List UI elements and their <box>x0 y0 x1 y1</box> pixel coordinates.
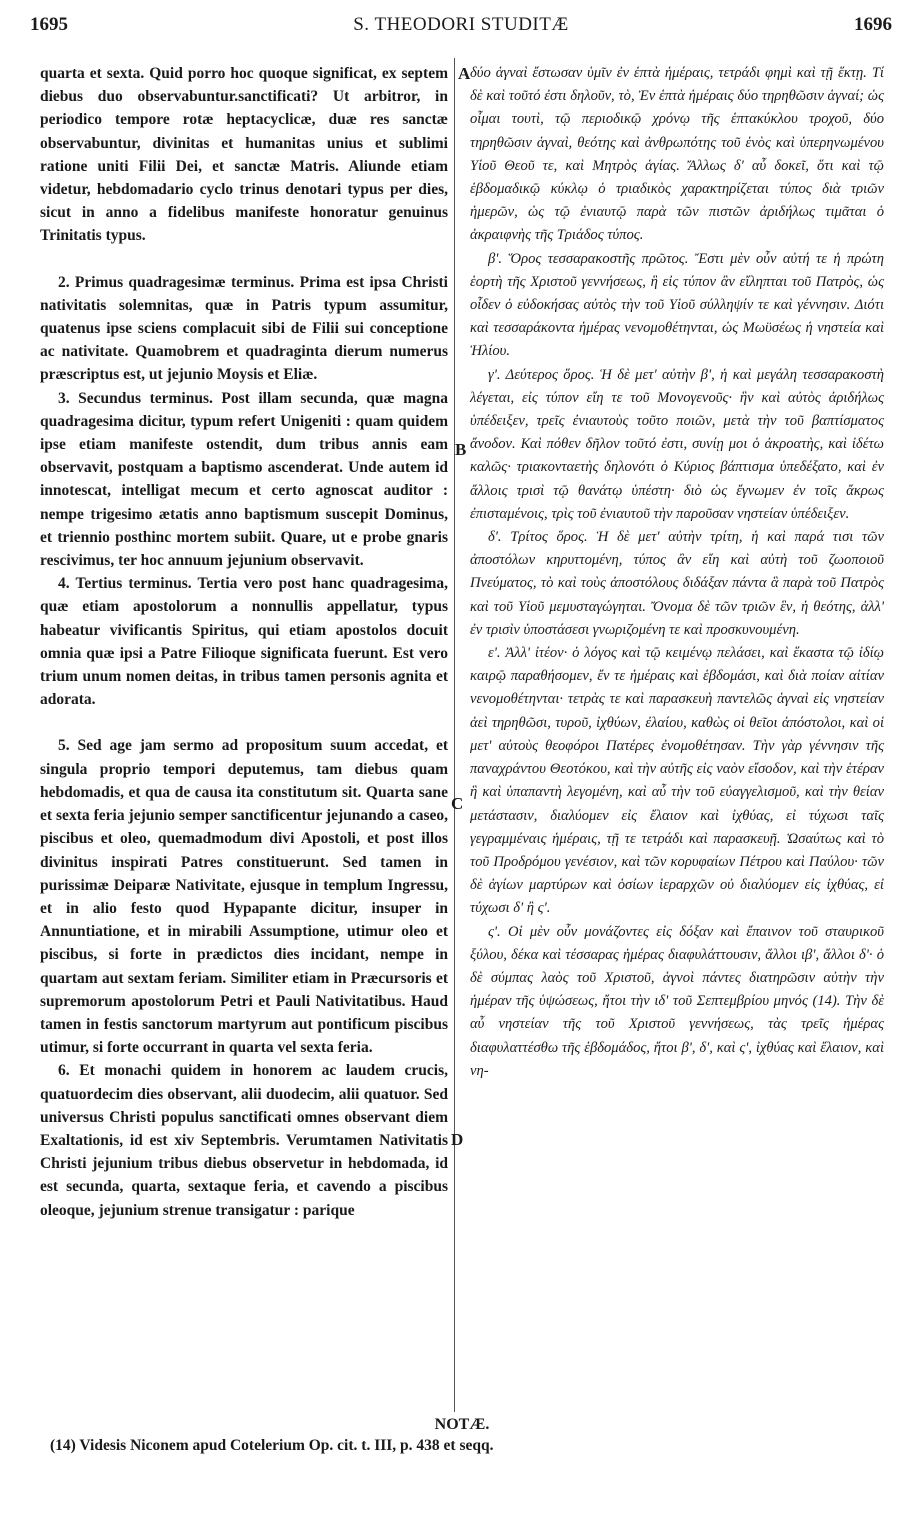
running-title: S. THEODORI STUDITÆ <box>353 14 569 35</box>
latin-paragraph-5: 5. Sed age jam sermo ad propositum suum accedat, et singula proprio tempori deputemus, tam diebus quam hebdomadis, et qua de causa ita constitutum sit. Quarta sane et sexta feria jejunio semper sanctificentur jejunando a caseo, piscibus et oleo, quemadmodum divi Apostoli, et post illos divinitus inspirati Patres constituerunt. Sed tamen in purissimæ Deiparæ Nativitate, ejusque in templum Ingressu, et in alio festo quod Hypapante dicitur, insuper in Annuntiatione, et in mirabili Assumptione, utimur oleo et piscibus, si forte in prædictos dies incidant, nempe in quartam aut sextam feriam. Similiter etiam in Præcursoris et supremorum apostolorum Petri et Pauli Nativitatibus. Haud tamen in festis sanctorum martyrum aut pontificum piscibus utimur, si forte occurrant in quarta vel sexta feria. <box>40 737 448 1057</box>
page-number-right: 1696 <box>854 14 892 35</box>
greek-paragraph-6: ς'. Οἱ μὲν οὖν μονάζοντες εἰς δόξαν καὶ ἔπαινον τοῦ σταυρικοῦ ξύλου, δέκα καὶ τέσσαρας ἡμέρας διαφυλάττουσιν, ἄλλοι ιβ', ἄλλοι δ'· ὁ δὲ σύμπας λαὸς τοῦ Χριστοῦ, ἁγνοὶ πάντες διατηρῶσιν αὐτὴν τὴν ἡμέραν τῆς ὑψώσεως, ἤτοι τὴν ιδ' τοῦ Σεπτεμβρίου μηνός (14). Τὴν δὲ αὖ νηστείαν τῆς τοῦ Χριστοῦ γεννήσεως, τὰς τρεῖς ἡμέρας διαφυλαττέσθω τῆς ἑβδομάδος, ἤτοι β', δ', καὶ ς', ἰχθύας καὶ ἔλαιον, καὶ νη- <box>470 923 884 1079</box>
latin-text-2: Prima est ipsa Christi nativitatis solemnitas, quæ in Patris typum assumitur, quatenus ipse sciens complacuit sibi de Filii sui conceptione ac nativitate. Quamobrem et quadraginta dierum numerus præscriptus est, ut jejunio Moysis et Eliæ. <box>40 273 448 384</box>
latin-text-3: Post illam secunda, quæ magna quadragesima dicitur, typum refert Unigeniti : quam quidem ipse etiam manifeste ostendit, dum tribus annis eam observavit, postquam a baptismo ascenderat. Unde autem id innotescat, intelligat mecum et certo agnoscat auditor : nempe trigesimo ætatis anno baptismum suscepit Dominus, et triennio posthinc mortem subiit. Quare, ut e probe gnaris rescivimus, ter hoc annuum jejunium observavit. <box>40 389 448 570</box>
page-header <box>30 6 892 46</box>
latin-paragraph-6: 6. Et monachi quidem in honorem ac laudem crucis, quatuordecim dies observant, alii duodecim, alii quatuor. Sed universus Christi populus sanctificati omnes observant diem Exaltationis, id est xiv Septembris. Verumtamen Nativitatis Christi jejunium tribus diebus observetur in hebdomada, id est secunda, quarta, sextaque feria, et cavendo a piscibus oleoque, jejunium strenue transigatur : parique <box>40 1062 448 1219</box>
greek-paragraph-3: γ'. Δεύτερος ὅρος. Ἡ δὲ μετ' αὐτὴν β', ἡ καὶ μεγάλη τεσσαρακοστὴ λέγεται, εἰς τύπον εἴη τε τοῦ Μονογενοῦς· ἣν καὶ αὐτὸς ἀριδήλως ὑπέδειξεν, τρεῖς ἐνιαυτοὺς τοῦτο ποιῶν, μετὰ τὴν τοῦ βαπτίσματος ἄνοδον. Καὶ πόθεν δῆλον τοῦτό ἐστι, συνίῃ μοι ὁ ἀκροατὴς, καὶ ἰδέτω καλῶς· τριακονταετὴς δηλονότι ὁ Κύριος βάπτισμα ὑπεδέξατο, καὶ ἐν ἄλλοις τρισὶ τῷ θανάτῳ ὑπέστη· διὸ ὡς ἔγνωμεν ἐν τοῖς ἄκρως ἐπισταμένοις, τρὶς τοῦ ἐνιαυτοῦ τὴν παροῦσαν νηστείαν ὑπέδειξεν. <box>470 366 884 522</box>
latin-heading-4: 4. Tertius terminus. <box>58 575 192 593</box>
latin-paragraph-1: quarta et sexta. Quid porro hoc quoque significat, ex septem diebus duo observabuntur.sanctificati? Ut arbitror, in periodico tempore rotæ heptacyclicæ, duæ res sanctæ observabuntur, divinitas et humanitas unius et sublimi ratione uniti Filii Dei, et sanctæ Matris. Aliunde etiam videtur, hebdomadario cyclo trinus denotari typus per dies, sicut in anno a fidelibus manifeste honoratur genuinus Trinitatis typus. <box>40 65 448 245</box>
latin-heading-3: 3. Secundus terminus. <box>58 389 213 407</box>
latin-paragraph-4 <box>40 572 448 711</box>
latin-column <box>40 62 448 1222</box>
greek-column <box>470 62 884 1083</box>
greek-paragraph-2: β'. Ὅρος τεσσαρακοστῆς πρῶτος. Ἔστι μὲν οὖν αὐτή τε ἡ πρώτη ἑορτὴ τῆς Χριστοῦ γεννήσεως, ἣ εἰς τύπον ἂν εἴληπται τοῦ Πατρὸς, ὡς οἶδεν ὁ εὐδοκήσας αὐτὸς τὴν τοῦ Υἱοῦ σύλληψίν τε καὶ γέννησιν. Διότι καὶ τεσσαράκοντα ἡμέρας νενομοθέτηνται, ὡς Μωϋσέως ἡ νηστεία καὶ Ἠλίου. <box>470 250 884 360</box>
greek-paragraph-5: ε'. Ἀλλ' ἰτέον· ὁ λόγος καὶ τῷ κειμένῳ πελάσει, καὶ ἕκαστα τῷ ἰδίῳ καιρῷ παραθήσομεν, ἔν τε ἡμέραις καὶ ἑβδομάσι, καὶ διὰ ποίαν αἰτίαν νενομοθέτηνται· τετρὰς τε καὶ παρασκευὴ παντελῶς ἁγναὶ εἰς νηστείαν ἀεὶ τηρηθῶσι, τυροῦ, ἰχθύων, ἐλαίου, καθὼς οἱ θεῖοι ἀπόστολοι, καὶ οἱ μετ' αὐτοὺς θεοφόροι Πατέρες ἐνομοθέτησαν. Τὴν γὰρ γέννησιν τῆς παναχράντου Θεοτόκου, καὶ τὴν αὐτῆς εἰς ναὸν εἴσοδον, καὶ τὴν ἑτέραν ἣ καὶ ὑπαπαντὴ λεγομένη, καὶ αὖ τὴν τοῦ εὐαγγελισμοῦ, καὶ τὴν θείαν μετάστασιν, διαλύομεν εἰς ἔλαιον καὶ ἰχθύας, εἰ τύχωσι ταῖς γεγραμμέναις ἡμέραις, τῇ τε τετράδι καὶ παρασκευῇ. Ὡσαύτως καὶ τὸ τοῦ Προδρόμου γενέσιον, καὶ τῶν κορυφαίων Πέτρου καὶ Παύλου· τῶν δὲ ἁγίων μαρτύρων καὶ ὁσίων ἱεραρχῶν οὐ διαλύομεν εἰς ἰχθύας, εἰ τύχωσι δ' ἢ ς'. <box>470 645 884 917</box>
column-divider <box>454 58 455 1412</box>
latin-heading-2: 2. Primus quadragesimæ terminus. <box>58 273 295 291</box>
margin-marker-d: D <box>451 1130 464 1149</box>
margin-marker-a: A <box>458 64 471 83</box>
notes-heading: NOTÆ. <box>434 1416 490 1433</box>
footnote-14: (14) Videsis Niconem apud Cotelerium Op. cit. t. III, p. 438 et seqq. <box>50 1437 494 1454</box>
latin-paragraph-3 <box>40 387 448 573</box>
greek-paragraph-4: δ'. Τρίτος ὅρος. Ἡ δὲ μετ' αὐτὴν τρίτη, ἡ καὶ παρά τισι τῶν ἀποστόλων κηρυττομένη, τύπος ἂν εἴη καὶ αὐτὴ τοῦ ζωοποιοῦ Πνεύματος, τὸ καὶ τοὺς ἀποστόλους διδάξαν πάντα ἃ παρὰ τοῦ Πατρὸς καὶ τοῦ Υἱοῦ μεμυσταγώγηται. Ὄνομα δὲ τῶν τριῶν ἓν, ἡ θεότης, ἀλλ' ἐν τρισὶν ὑποστάσεσι γνωριζομένη τε καὶ προσκυνουμένη. <box>470 529 884 638</box>
margin-marker-b: B <box>455 440 467 459</box>
margin-marker-c: C <box>451 794 464 813</box>
latin-text-4: Tertia vero post hanc quadragesima, quæ etiam apostolorum a nonnullis appellatur, typus habeatur vivificantis Spiritus, qui etiam apostolos docuit omnia quæ ipsi a Patre Filioque significata fuerunt. Est vero trium unum nomen deitas, in tribus tamen personis agnita et adorata. <box>40 575 448 709</box>
page-number-left: 1695 <box>30 14 68 35</box>
latin-paragraph-2 <box>40 271 448 387</box>
greek-paragraph-1: δύο ἁγναὶ ἔστωσαν ὑμῖν ἐν ἑπτὰ ἡμέραις, τετράδι φημὶ καὶ τῇ ἕκτῃ. Τί δὲ καὶ τοῦτό ἐστι δηλοῦν, τὸ, Ἐν ἑπτὰ ἡμέραις δύο τηρηθῶσιν ἁγναί; ὡς οἶμαι τουτὶ, τῷ περιοδικῷ χρόνῳ τῆς ἑπτακύκλου τροχοῦ, δύο τηρηθῶσιν ἁγναὶ, θεότης καὶ ἀνθρωπότης τοῦ ἑνὸς καὶ ὑπερηνωμένου Υἱοῦ Θεοῦ τε, καὶ Μητρὸς ἁγίας. Ἄλλως δ' αὖ δοκεῖ, ὅτι καὶ τῷ ἑβδομαδικῷ κύκλῳ ὁ τριαδικὸς χαρακτηρίζεται τύπος διὰ τριῶν ἡμερῶν, ὡς τῷ ἐνιαυτῷ παρὰ τῶν πιστῶν ἀριδήλως τιμᾶται ὁ ἀκραιφνὴς τῆς Τριάδος τύπος. <box>470 65 884 244</box>
